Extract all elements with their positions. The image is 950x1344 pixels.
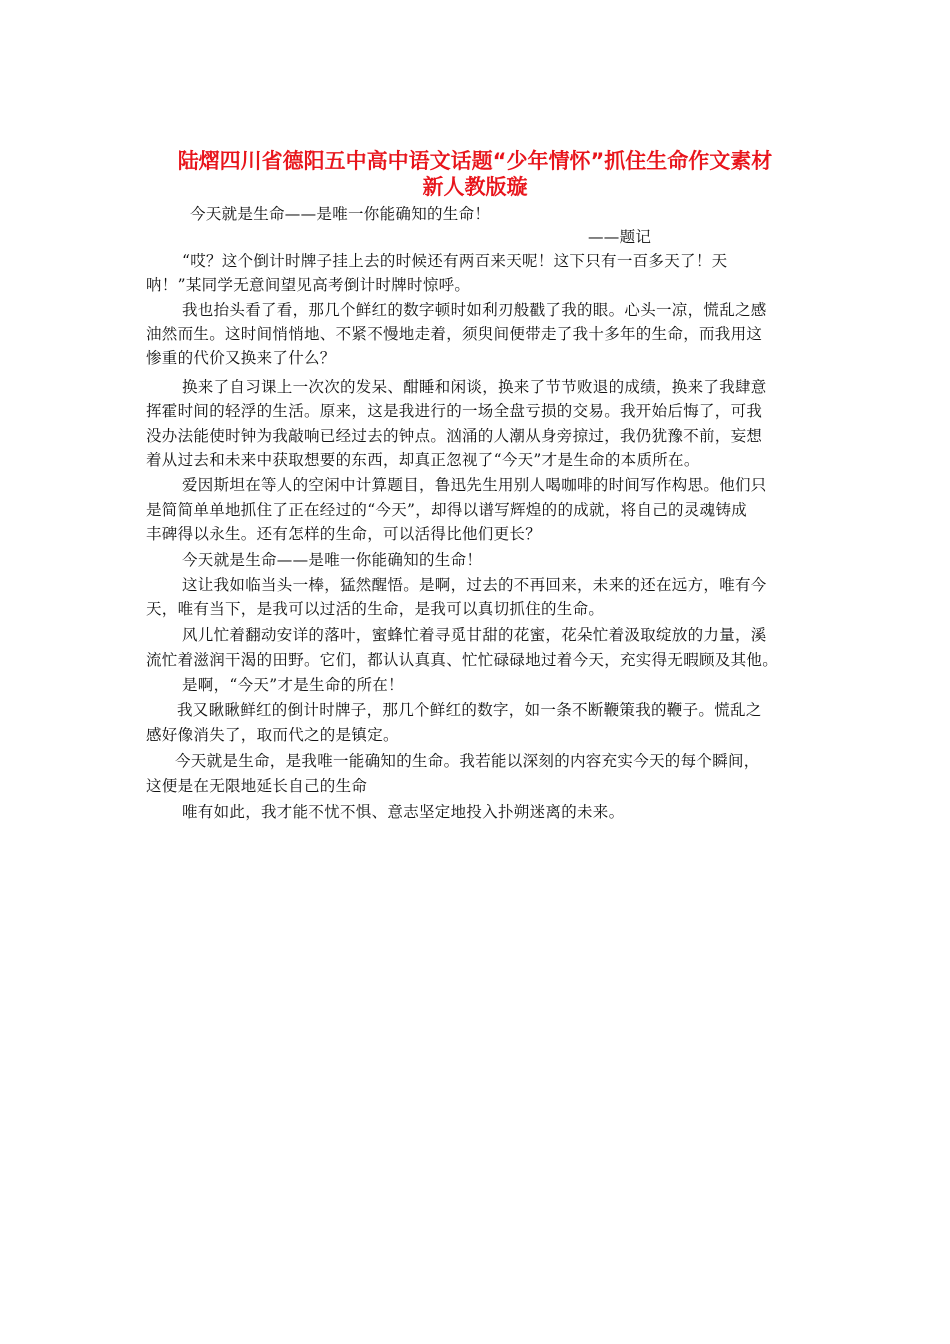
text-line: 是啊，“今天”才是生命的所在！ (182, 676, 404, 694)
text-line: 换来了自习课上一次次的发呆、酣睡和闲谈，换来了节节败退的成绩，换来了我肆意 (182, 378, 767, 396)
text-line: 天，唯有当下，是我可以过活的生命，是我可以真切抓住的生命。 (146, 600, 605, 618)
text-line: 挥霍时间的轻浮的生活。原来，这是我进行的一场全盘亏损的交易。我开始后悔了，可我 (146, 402, 763, 420)
text-line: 感好像消失了，取而代之的是镇定。 (146, 726, 399, 744)
text-line: 风儿忙着翻动安详的落叶，蜜蜂忙着寻觅甘甜的花蜜，花朵忙着汲取绽放的力量，溪 (182, 626, 767, 644)
text-line: 是简简单单地抓住了正在经过的“今天”，却得以谱写辉煌的的成就，将自己的灵魂铸成 (146, 501, 748, 519)
text-line: 今天就是生命，是我唯一能确知的生命。我若能以深刻的内容充实今天的每个瞬间， (175, 752, 760, 770)
text-line: 着从过去和未来中获取想要的东西，却真正忽视了“今天”才是生命的本质所在。 (146, 451, 700, 469)
text-line: 这让我如临当头一棒，猛然醒悟。是啊，过去的不再回来，未来的还在远方，唯有今 (182, 576, 767, 594)
text-line: 惨重的代价又换来了什么？ (146, 349, 336, 367)
text-line: 爱因斯坦在等人的空闲中计算题目，鲁迅先生用别人喝咖啡的时间写作构思。他们只 (182, 476, 767, 494)
text-line: “哎？这个倒计时牌子挂上去的时候还有两百来天呢！这下只有一百多天了！天 (182, 252, 728, 270)
epigraph: 今天就是生命——是唯一你能确知的生命！ (190, 205, 491, 223)
text-line: 油然而生。这时间悄悄地、不紧不慢地走着，须臾间便带走了我十多年的生命，而我用这 (146, 325, 763, 343)
text-line: 今天就是生命——是唯一你能确知的生命！ (182, 551, 483, 569)
text-line: 这便是在无限地延长自己的生命 (146, 777, 368, 795)
text-line: 唯有如此，我才能不忧不惧、意志坚定地投入扑朔迷离的未来。 (182, 803, 625, 821)
text-line: 我也抬头看了看，那几个鲜红的数字顿时如利刃般戳了我的眼。心头一凉，慌乱之感 (182, 301, 767, 319)
text-line: 丰碑得以永生。还有怎样的生命，可以活得比他们更长？ (146, 525, 542, 543)
document-title-line-2: 新人教版璇 (422, 175, 528, 199)
text-line: 呐！”某同学无意间望见高考倒计时牌时惊呼。 (146, 276, 471, 294)
text-line: 流忙着滋润干渴的田野。它们，都认认真真、忙忙碌碌地过着今天，充实得无暇顾及其他。 (146, 651, 779, 669)
text-line: 我又瞅瞅鲜红的倒计时牌子，那几个鲜红的数字，如一条不断鞭策我的鞭子。慌乱之 (177, 701, 762, 719)
text-line: 没办法能使时钟为我敲响已经过去的钟点。汹涌的人潮从身旁掠过，我仍犹豫不前，妄想 (146, 427, 763, 445)
document-title-line-1: 陆熠四川省德阳五中高中语文话题“少年情怀”抓住生命作文素材 (177, 149, 773, 173)
epigraph-attribution: ——题记 (588, 228, 652, 246)
